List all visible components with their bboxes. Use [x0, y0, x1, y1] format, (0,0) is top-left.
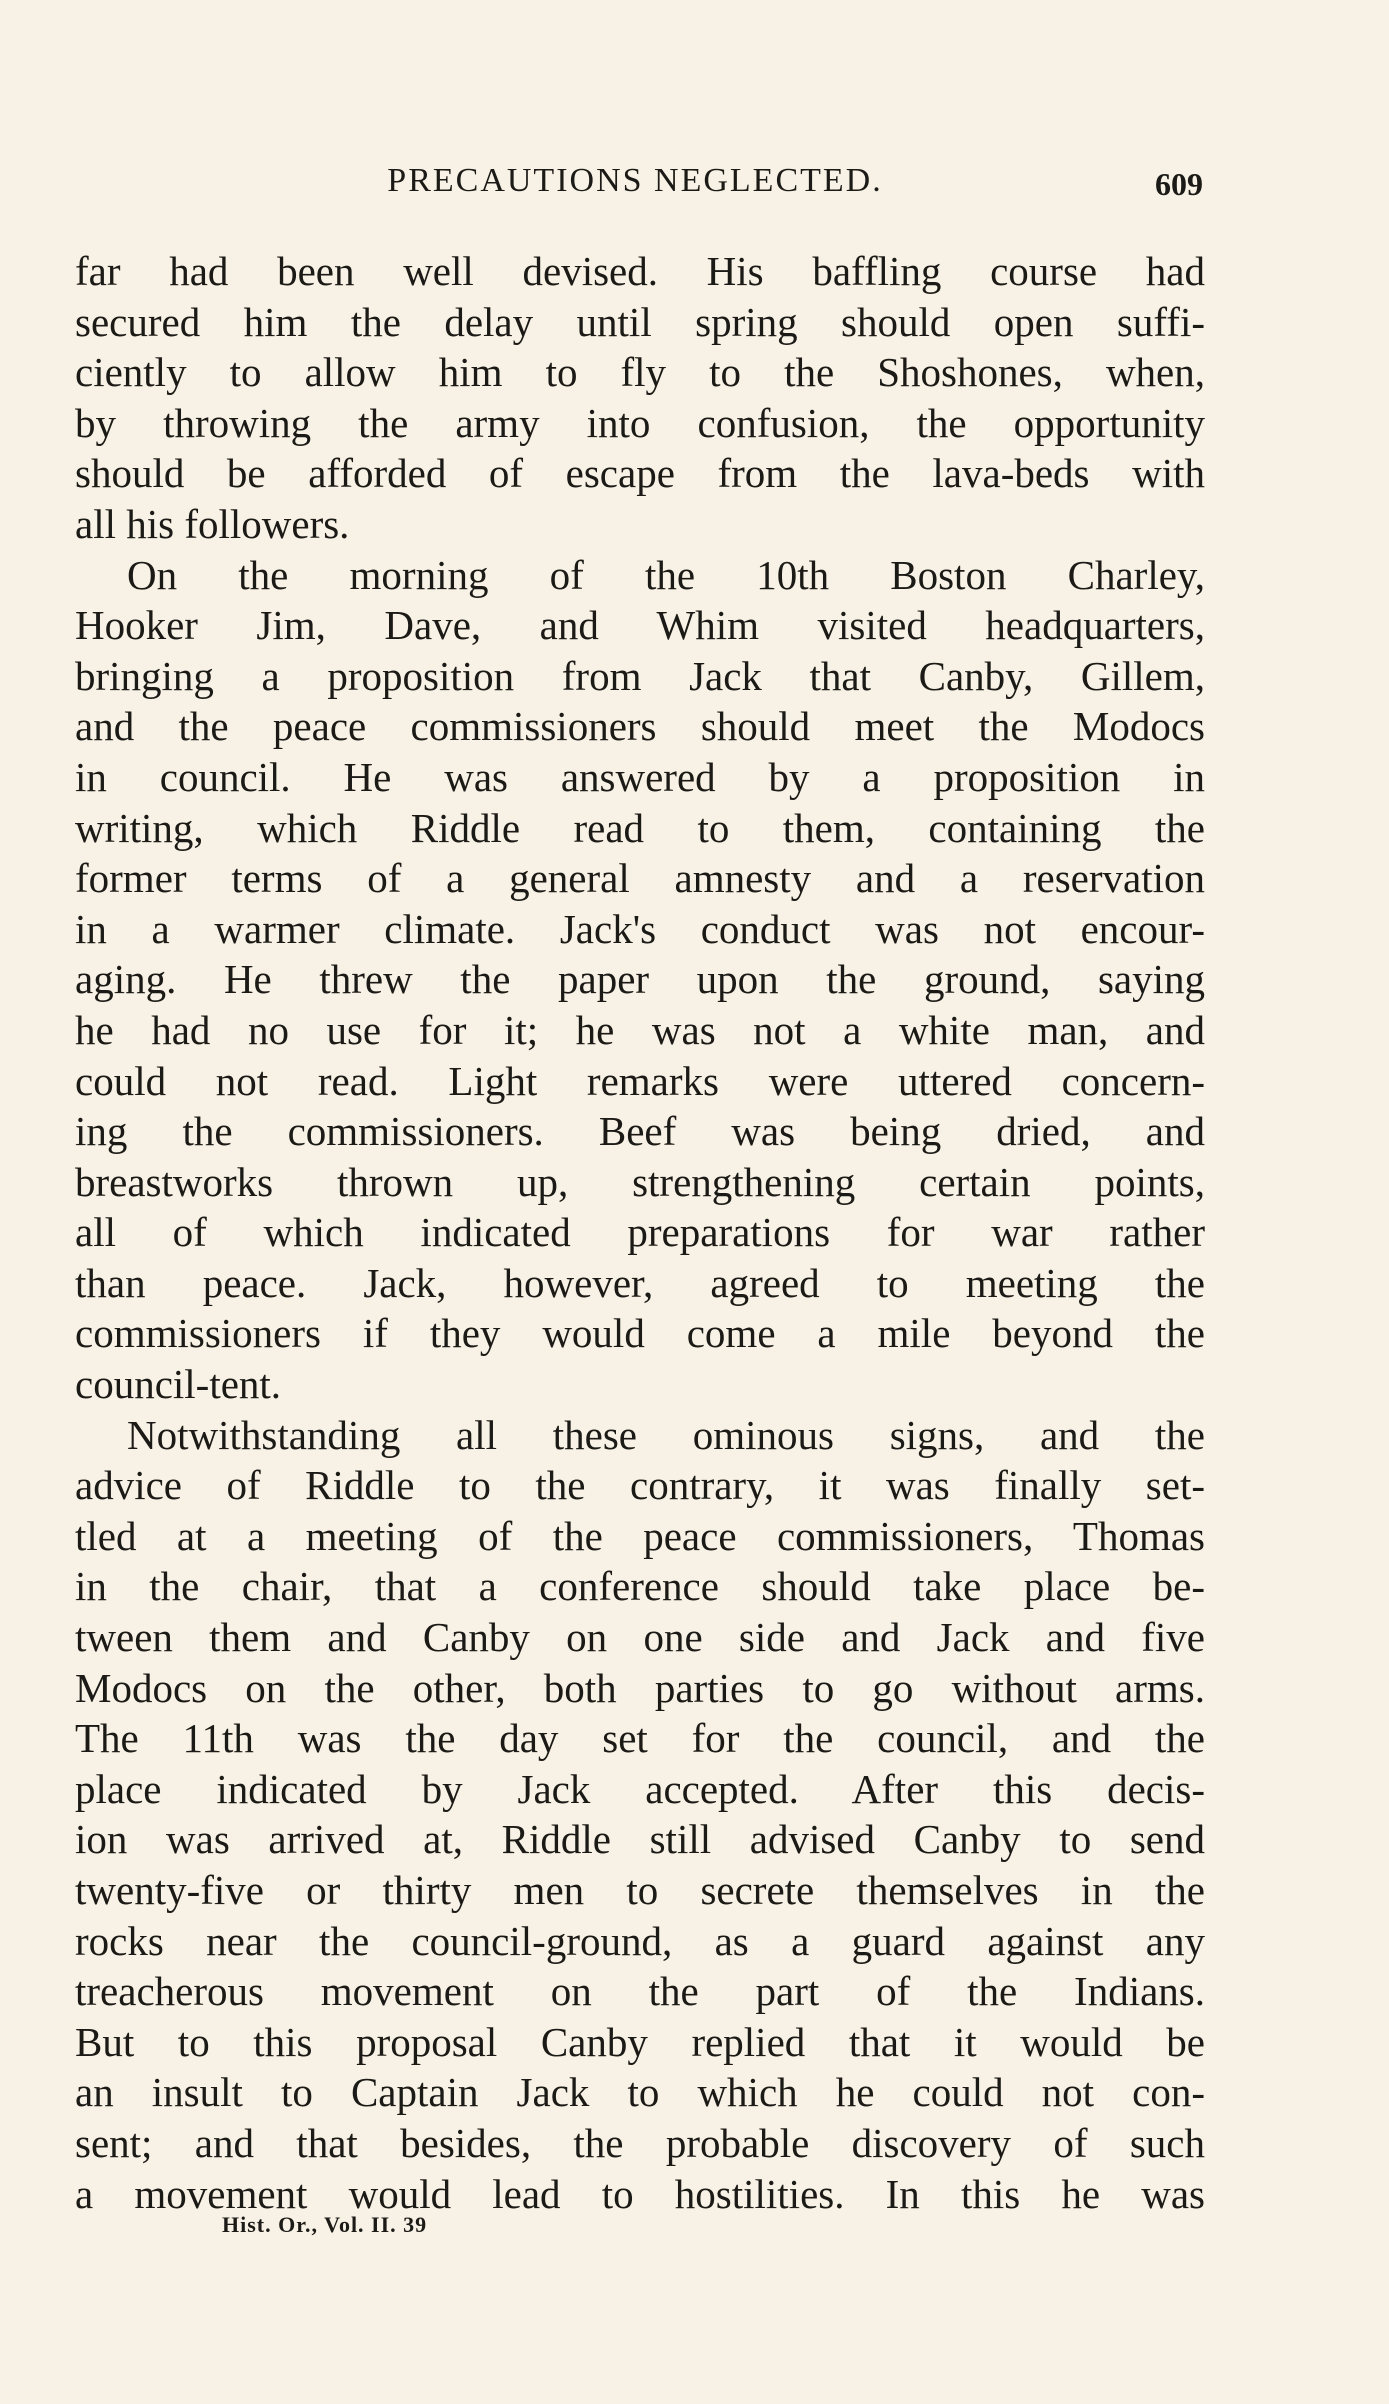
text-line: than peace. Jack, however, agreed to meeting the [75, 1259, 1205, 1306]
body-text [75, 246, 1205, 2219]
text-line: in a warmer climate. Jack's conduct was not encour- [75, 905, 1205, 952]
text-line: ciently to allow him to fly to the Shoshones, when, [75, 349, 1205, 396]
text-line: writing, which Riddle read to them, containing the [75, 804, 1205, 851]
text-line: a movement would lead to hostilities. In this he was [75, 2170, 1205, 2217]
text-line: sent; and that besides, the probable discovery of such [75, 2119, 1205, 2166]
text-line: But to this proposal Canby replied that it would be [75, 2018, 1205, 2065]
text-line: tween them and Canby on one side and Jack and five [75, 1614, 1205, 1661]
text-line: and the peace commissioners should meet the Modocs [75, 703, 1205, 750]
text-line: commissioners if they would come a mile beyond the [75, 1310, 1205, 1357]
text-line: rocks near the council-ground, as a guard against any [75, 1917, 1205, 1964]
text-line: place indicated by Jack accepted. After this decis- [75, 1765, 1205, 1812]
paragraph-start-line: Notwithstanding all these ominous signs, and the [127, 1411, 1205, 1458]
text-line: Modocs on the other, both parties to go without arms. [75, 1664, 1205, 1711]
text-line: by throwing the army into confusion, the opportunity [75, 399, 1205, 446]
text-line: far had been well devised. His baffling course had [75, 248, 1205, 294]
page-number: 609 [1155, 166, 1203, 202]
text-line: he had no use for it; he was not a white man, and [75, 1006, 1205, 1053]
text-line: twenty-five or thirty men to secrete themselves in the [75, 1867, 1205, 1913]
text-line: in council. He was answered by a proposition in [75, 753, 1205, 800]
text-line: an insult to Captain Jack to which he could not con- [75, 2069, 1205, 2116]
text-line: Hooker Jim, Dave, and Whim visited headquarters, [75, 602, 1205, 649]
signature-mark: Hist. Or., Vol. II. 39 [222, 2212, 428, 2237]
text-line: former terms of a general amnesty and a reservation [75, 855, 1205, 902]
text-line: treacherous movement on the part of the Indians. [75, 1968, 1205, 2015]
text-line: tled at a meeting of the peace commissioners, Thomas [75, 1512, 1205, 1559]
paragraph-start-line: On the morning of the 10th Boston Charley, [127, 551, 1205, 598]
text-line: all of which indicated preparations for war rather [75, 1209, 1205, 1256]
text-line: advice of Riddle to the contrary, it was finally set- [75, 1462, 1205, 1509]
text-line: could not read. Light remarks were uttered concern- [75, 1057, 1205, 1104]
text-line: ing the commissioners. Beef was being dried, and [75, 1108, 1205, 1155]
text-line: secured him the delay until spring should open suffi- [75, 298, 1205, 345]
text-line: bringing a proposition from Jack that Canby, Gillem, [75, 652, 1205, 699]
text-line: should be afforded of escape from the lava-beds with [75, 450, 1205, 497]
text-line: council-tent. [75, 1361, 282, 1408]
text-line: breastworks thrown up, strengthening certain points, [75, 1158, 1205, 1205]
running-title: PRECAUTIONS NEGLECTED. [387, 162, 883, 199]
text-line: The 11th was the day set for the council, and the [75, 1715, 1205, 1762]
text-line: in the chair, that a conference should take place be- [75, 1563, 1205, 1610]
text-line: all his followers. [75, 500, 350, 547]
text-line: ion was arrived at, Riddle still advised Canby to send [75, 1816, 1205, 1863]
text-line: aging. He threw the paper upon the ground, saying [75, 956, 1205, 1003]
running-head [75, 162, 1203, 212]
